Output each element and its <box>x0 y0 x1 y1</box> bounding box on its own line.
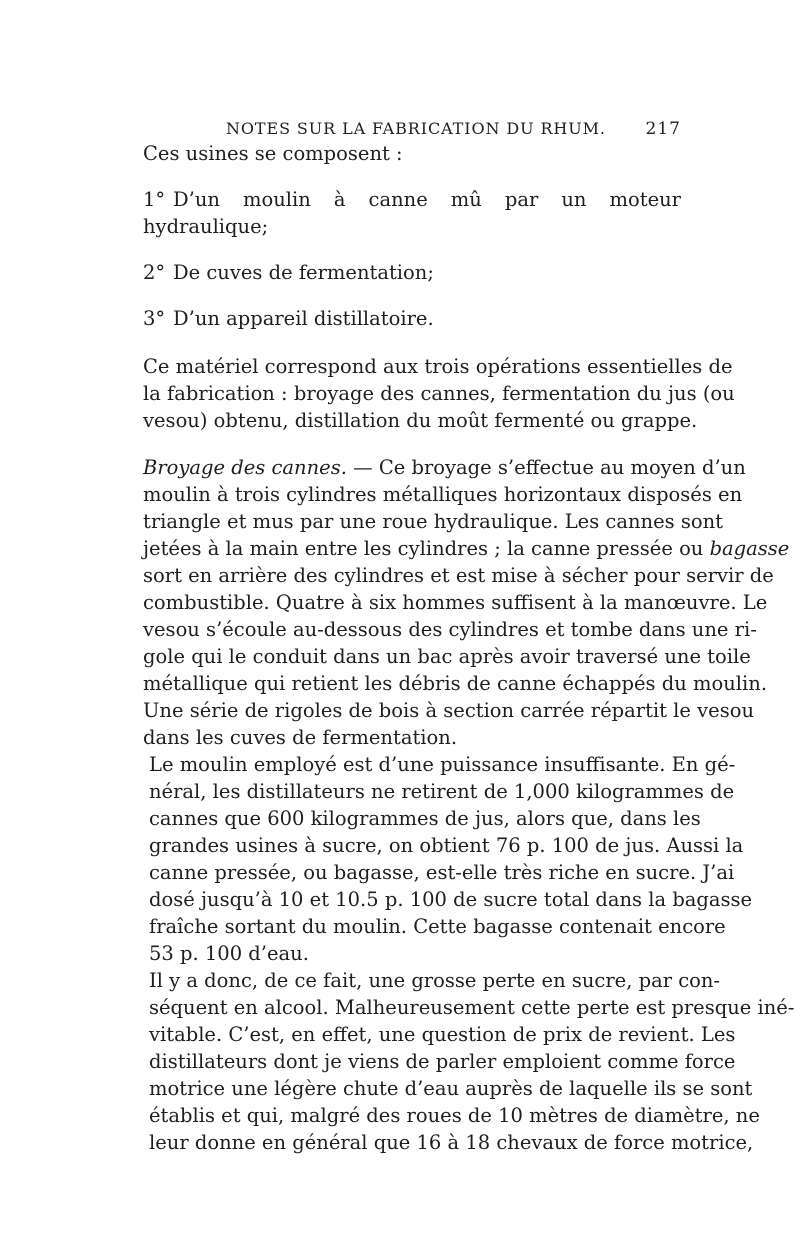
section-broyage <box>143 454 790 751</box>
text-fragment: Ce broyage s’effectue au moyen d’un <box>378 456 746 479</box>
text-line: leur donne en général que 16 à 18 chevaux de force motrice, <box>149 1131 754 1154</box>
text-line: combustible. Quatre à six hommes suffisent à la manœuvre. Le <box>143 591 768 614</box>
text-line: canne pressée, ou bagasse, est-elle très riche en sucre. J’ai <box>149 861 735 884</box>
list-text: D’un moulin à canne mû par un moteur hydraulique; <box>143 188 681 238</box>
text-line: vitable. C’est, en effet, une question de prix de revient. Les <box>149 1023 736 1046</box>
text-line: séquent en alcool. Malheureusement cette perte est presque iné- <box>149 996 795 1019</box>
list-number: 3° <box>143 307 166 330</box>
text-fragment: jetées à la main entre les cylindres ; la canne pressée ou <box>143 537 704 560</box>
running-title: NOTES SUR LA FABRICATION DU RHUM. <box>226 119 606 138</box>
heading-dash: — <box>346 456 379 479</box>
text-line: néral, les distillateurs ne retirent de 1,000 kilogrammes de <box>149 780 735 803</box>
list-text: De cuves de fermentation; <box>173 261 434 284</box>
text-line: cannes que 600 kilogrammes de jus, alors que, dans les <box>149 807 701 830</box>
list-number: 1° <box>143 188 166 211</box>
text-line <box>143 535 790 562</box>
text-line: dans les cuves de fermentation. <box>143 726 458 749</box>
text-line: distillateurs dont je viens de parler emploient comme force <box>149 1050 736 1073</box>
body-text <box>143 140 795 1156</box>
list-item-2 <box>143 259 681 286</box>
emphasis-word: bagasse <box>709 537 790 560</box>
text-line: fraîche sortant du moulin. Cette bagasse contenait encore <box>149 915 726 938</box>
text-line: gole qui le conduit dans un bac après avoir traversé une toile <box>143 645 751 668</box>
text-line: moulin à trois cylindres métalliques horizontaux disposés en <box>143 483 743 506</box>
list-number: 2° <box>143 261 166 284</box>
intro-line: Ces usines se composent : <box>143 142 403 165</box>
text-line: Le moulin employé est d’une puissance insuffisante. En gé- <box>149 753 736 776</box>
paragraph-materiel <box>143 353 735 434</box>
text-line: 53 p. 100 d’eau. <box>149 942 309 965</box>
text-line: dosé jusqu’à 10 et 10.5 p. 100 de sucre total dans la bagasse <box>149 888 753 911</box>
list-item-1 <box>143 186 681 240</box>
text-line: métallique qui retient les débris de canne échappés du moulin. <box>143 672 768 695</box>
text-line: la fabrication : broyage des cannes, fermentation du jus (ou <box>143 382 735 405</box>
text-line: Une série de rigoles de bois à section carrée répartit le vesou <box>143 699 755 722</box>
text-line: grandes usines à sucre, on obtient 76 p. 100 de jus. Aussi la <box>149 834 744 857</box>
paragraph-perte <box>143 967 795 1156</box>
text-line: sort en arrière des cylindres et est mise à sécher pour servir de <box>143 564 774 587</box>
list-text: D’un appareil distillatoire. <box>173 307 434 330</box>
text-line <box>143 454 746 481</box>
text-line: établis et qui, malgré des roues de 10 mètres de diamètre, ne <box>149 1104 760 1127</box>
section-heading: Broyage des cannes. <box>143 456 347 479</box>
running-head <box>143 118 681 140</box>
text-line: motrice une légère chute d’eau auprès de laquelle ils se sont <box>149 1077 753 1100</box>
text-line: Il y a donc, de ce fait, une grosse perte en sucre, par con- <box>149 969 721 992</box>
text-line: triangle et mus par une roue hydraulique. Les cannes sont <box>143 510 723 533</box>
text-line: vesou s’écoule au-dessous des cylindres et tombe dans une ri- <box>143 618 757 641</box>
page-number: 217 <box>645 119 681 139</box>
text-line: Ce matériel correspond aux trois opérations essentielles de <box>143 355 733 378</box>
text-line: vesou) obtenu, distillation du moût fermenté ou grappe. <box>143 409 698 432</box>
paragraph-moulin <box>143 751 753 967</box>
list-item-3 <box>143 305 681 332</box>
